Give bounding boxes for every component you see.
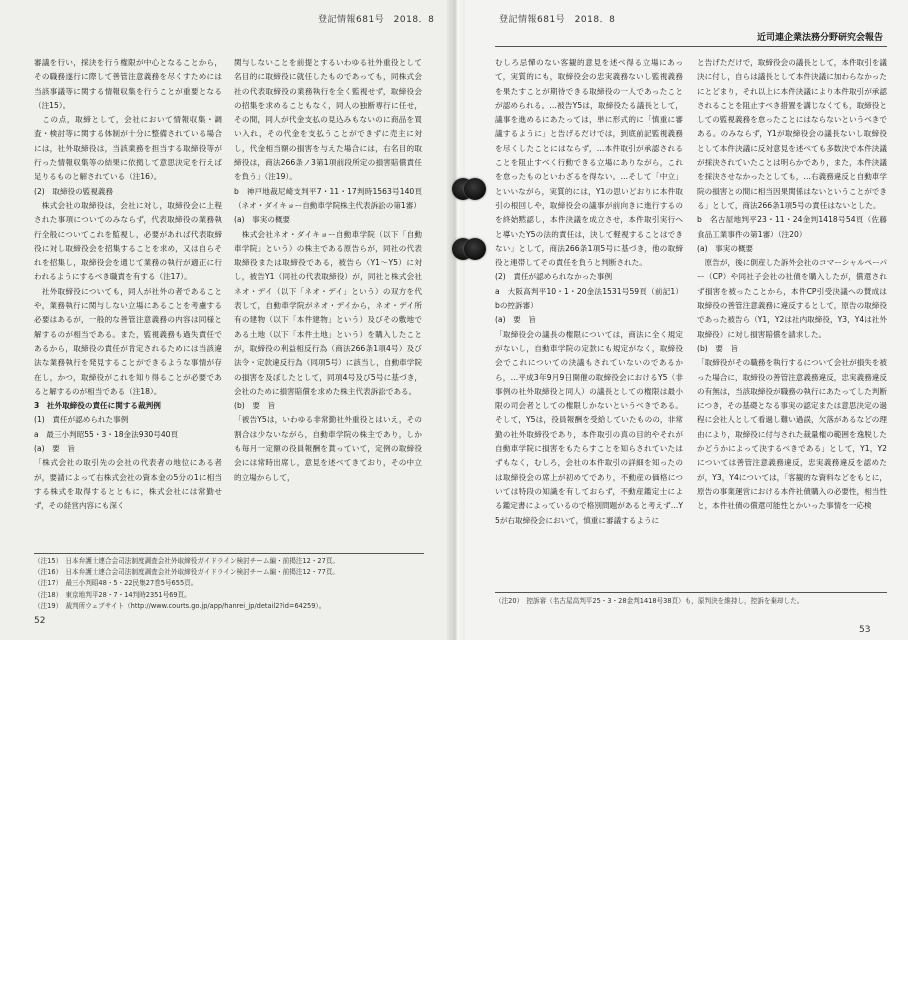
paragraph: (2) 責任が認められなかった事例: [495, 272, 613, 282]
right-column-2: [697, 56, 887, 514]
footnote: （注19） 裁判所ウェブサイト（http://www.courts.go.jp/app/hanrei_jp/detail2?id=64259）。: [34, 601, 326, 610]
paragraph: この点，取締として，会社において情報収集・調査・検討等に関する体制が十分に整備されている場合には，社外取締役は，当該業務を担当する取締役等が行った情報収集等の結果に依拠して意思決定を行えば足りるものと解されている（注16）。: [34, 115, 222, 182]
binding-hole-right-top: [464, 178, 486, 200]
right-section-title: 近司連企業法務分野研究会報告: [757, 33, 884, 43]
footnote: （注15） 日本弁護士連合会司法制度調査会社外取締役ガイドライン検討チーム編・前掲注12・27頁。: [34, 557, 340, 565]
paragraph: 「被告Y5は，いわゆる非常勤社外重役とはいえ，その割合は少ないながら，自動車学院の株主であり，しかも毎月一定額の役員報酬を貰っていて，定例の取締役会には常時出席し，意見を述べてきており，その中立的立場からして，: [234, 415, 422, 482]
paragraph: 社外取締役についても，同人が社外の者であることや，業務執行に関与しない立場にあることを考慮する必要はあるが，一般的な善管注意義務の内容は同様と解するのが相当である。また，監視義務も過失責任であるから，取締役の責任が肯定されるためには当該違法な業務執行を発見することができるような事情が存在し，かつ，取締役がこれを知り得ることが必要であると解するのが相当である（注18）。: [34, 286, 222, 396]
left-running-header: 登記情報681号 2018．8: [318, 15, 435, 25]
paragraph: むしろ忌憚のない客観的意見を述べ得る立場にあって，実質的にも，取締役会の忠実義務ないし監視義務を果たすことが期待できる取締役の一人であったことが認められる。…被告Y5は，取締役たる議長として，議事を進めるにあたっては，単に形式的に「慎重に審議するように」と告げるだけでは，到底前記監視義務を尽くしたことにはならず，…本件取引が承認されることを阻止すべく行動できる立場にありながら，これを怠ったものといわざるを得ない。…そして「中立」といいながら，実質的には，Y1の思いどおりに本件取引の根回しや，取締役会の議事が前向きに進行するのを終始黙認し，本件決議を成立させ，本件取引実行へと導いたY5の法的責任は，決して軽視することはできない」として，商法266条1項5号に基づき，他の取締役と連帯してその責任を負うと判断された。: [495, 58, 683, 268]
paragraph: (b) 要 旨: [697, 343, 739, 353]
footnote: （注20） 控訴審（名古屋高判平25・3・28金判1418号38頁）も，原判決を維持し，控訴を棄却した。: [495, 597, 804, 605]
paragraph: (a) 事実の概要: [697, 243, 754, 253]
book-gutter: [447, 0, 465, 640]
right-column-1: [495, 56, 683, 528]
paragraph: 「株式会社の取引先の会社の代表者の地位にある者が，要請によって右株式会社の資本金の5分の1に相当する株式を取得するとともに，株式会社には常勤せず，その経営内容にも深く: [34, 458, 222, 511]
paragraph: (2) 取締役の監視義務: [34, 186, 114, 196]
paragraph: 原告が，後に倒産した訴外会社のコマーシャルペーパー（CP）や同社子会社の社債を購入したが，償還されず損害を被ったことから，本件CP引受決議への賛成は取締役の善管注意義務に違反するとして，原告の取締役であった被告ら（Y1，Y2は社内取締役，Y3，Y4は社外取締役）に対し損害賠償を請求した。: [697, 258, 887, 339]
paragraph: と告げただけで，取締役会の議長として，本件取引を議決に付し，自らは議長として本件決議に加わらなかったにとどまり，それ以上に本件決議により本件取引が承認されることを阻止すべき措置を講じなくても，取締役としての監視義務を怠ったことにはならないというべきである。のみならず，Y1が取締役会の議長ないし取締役として本件決議に反対意見を述べても多数決で本件決議が採決されていたことは明らかであり，また，本件決議を採決させなかったとしても，…右義務違反と自動車学院の損害との間に相当因果関係はないということができる」として，商法266条1項5号の責任はないとした。: [697, 58, 887, 210]
paragraph: 3 社外取締役の責任に関する裁判例: [34, 401, 161, 411]
left-page: [0, 0, 455, 640]
footnote-divider: [495, 592, 887, 593]
footnote: （注16） 日本弁護士連合会司法制度調査会社外取締役ガイドライン検討チーム編・前掲注12・77頁。: [34, 568, 340, 577]
paragraph: (a) 事実の概要: [234, 215, 291, 225]
right-running-header: 登記情報681号 2018．8: [499, 15, 616, 25]
right-footnotes: [495, 596, 895, 607]
paragraph: 株式会社ネオ・ダイキョー自動車学院（以下「自動車学院」という）の株主である原告らが，同社の代表取締役または取締役である，被告ら（Y1～Y5）に対し，被告Y1（同社の代表取締役）が，同社と株式会社ネオ・デイ（以下「ネオ・デイ」という）の双方を代表して，自動車学院がネオ・デイから，ネオ・デイ所有の建物（以下「本件建物」という）及びその敷地である土地（以下「本件土地」という）を購入したことが，取締役の利益相反行為（商法266条1項4号）及び法令・定款違反行為（同項5号）に該当し，自動車学院の損害を及ぼしたとして，同項4号及び5号に基づき，会社のために損害賠償を求めた株主代表訴訟である。: [234, 229, 422, 396]
paragraph: 「取締役会の議長の権限については，商法に全く規定がないし，自動車学院の定款にも規定がなく，取締役会でこれについての決議もされていないのであるから，…平成3年9月9日開催の取締役会におけるY5（非事例の社外取締役と同人）の議長としての権限は最小限の司会者としての権限しかないというべきである。そして，Y5は，役員報酬を受給していたものの，非常勤の社外取締役であり，本件取引の真の目的やそれが自動車学院に損害をもたらすことを知らされていたはずもなく，むしろ，会社の本件取引の詳細を知ったのは取締役会の席上が初めてであり，不動産の価格については特段の知識を有しておらず，不動産鑑定士による鑑定書によっているので格別問題があると考えず…Y5が右取締役会において，慎重に審議するように: [495, 329, 683, 525]
paragraph: 「取締役がその職務を執行するについて会社が損失を被った場合に，取締役の善管注意義務違反，忠実義務違反の有無は，当該取締役が職務の執行にあたってした判断につき，その基礎となる事実の認定または意思決定の過程に会社人として看過し難い過誤，欠落があるなどの理由により，取締役に付与された裁量権の範囲を逸脱したかどうかによって決するべきである」として，Y1，Y2については善管注意義務違反，忠実義務違反を認めたが，Y3，Y4については，「客観的な資料などをもとに，原告の事業運営における本件社債購入の必要性，相当性と，本件社債の償還可能性とかいった事情を一応検: [697, 358, 887, 511]
footnote: （注17） 最三小判昭48・5・22民集27巻5号655頁。: [34, 579, 198, 588]
paragraph: 関与しないことを前提とするいわゆる社外重役として名目的に取締役に就任したものであっても，同株式会社の代表取締役の業務執行を全く監視せず，取締役会の招集を求めることもなく，同人の独断専行に任せ，その間，同人が代金支払の見込みもないのに商品を買い入れ，その代金を支払うことができずに売主に対し，代金相当額の損害を与えた場合には，右名目的取締役は，商法266条ノ3第1項前段所定の損害賠償責任を負う」（注19）。: [234, 58, 422, 182]
left-column-2: [234, 56, 422, 485]
paragraph: (a) 要 旨: [495, 315, 536, 325]
paragraph: 審議を行い，採決を行う権限が中心となることから，その職務遂行に際して善管注意義務を尽くすためには当該事議等に関する情報収集を行うことが重要となる（注15）。: [34, 58, 222, 110]
left-column-1: [34, 56, 222, 514]
binding-hole-right-bottom: [464, 238, 486, 260]
footnote-divider: [34, 553, 424, 554]
paragraph: 株式会社の取締役は，会社に対し，取締役会に上程された事項についてのみならず，代表取締役の業務執行全般についてこれを監視し，必要があれば代表取締役に対し取締役会を招集することを求め，又は自らそれを招集し，取締役会を通じて業務の執行が適正に行われるようにするべき職責を有する（注17）。: [34, 200, 222, 282]
paragraph: b 名古屋地判平23・11・24金判1418号54頁（佐藤食品工業事件の第1審）（注20）: [697, 215, 887, 239]
paragraph: a 大阪高判平10・1・20金法1531号59頁（前記1）bの控訴審）: [495, 286, 683, 311]
left-page-number: 52: [34, 616, 46, 626]
paragraph: (1) 責任が認められた事例: [34, 415, 129, 425]
footnote: （注18） 東京地判平28・7・14判時2351号69頁。: [34, 590, 191, 599]
left-footnotes: [34, 556, 434, 612]
paragraph: a 最三小判昭55・3・18金法930号40頁: [34, 429, 179, 439]
paragraph: (a) 要 旨: [34, 444, 75, 454]
paragraph: b 神戸地裁尼崎支判平7・11・17判時1563号140頁（ネオ・ダイキョー自動車学院株主代表訴訟の第1審）: [234, 186, 422, 210]
header-rule: [495, 46, 887, 47]
right-page-number: 53: [859, 625, 871, 635]
right-page: [455, 0, 908, 640]
paragraph: (b) 要 旨: [234, 401, 276, 411]
